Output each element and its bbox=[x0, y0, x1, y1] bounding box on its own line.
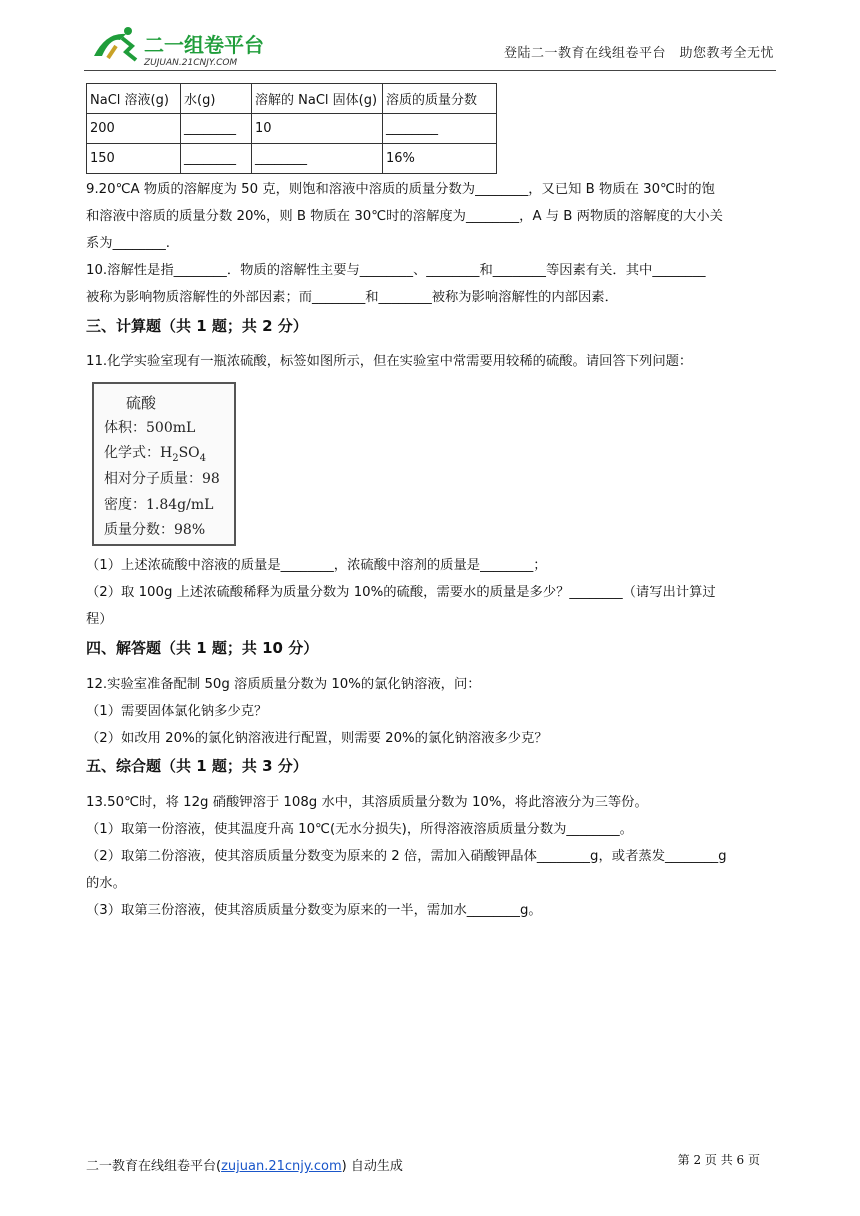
table-cell: ________ bbox=[252, 144, 383, 174]
table-row bbox=[87, 114, 497, 144]
table-cell: 10 bbox=[252, 114, 383, 144]
q13-sub2: （2）取第二份溶液，使其溶质质量分数变为原来的 2 倍，需加入硝酸钾晶体________g，或者蒸发________g bbox=[86, 849, 727, 864]
table-cell: ________ bbox=[181, 114, 252, 144]
footer-link[interactable]: zujuan.21cnjy.com bbox=[221, 1159, 342, 1174]
table-cell: ________ bbox=[383, 114, 497, 144]
section-title: 四、解答题（共 1 题；共 10 分） bbox=[86, 639, 319, 657]
q12-sub1: （1）需要固体氯化钠多少克？ bbox=[86, 704, 268, 719]
page-number: 第 2 页 共 6 页 bbox=[677, 1153, 760, 1167]
table-cell: 200 bbox=[87, 114, 181, 144]
q9-line: 和溶液中溶质的质量分数 20%，则 B 物质在 30℃时的溶解度为________，A 与 B 两物质的溶解度的大小关 bbox=[86, 209, 723, 224]
q13-sub2-cont: 的水。 bbox=[86, 876, 126, 891]
q11-sub1: （1）上述浓硫酸中溶液的质量是________，浓硫酸中溶剂的质量是________； bbox=[86, 558, 547, 573]
q10-line: 被称为影响物质溶解性的外部因素；而________和________被称为影响溶解性的内部因素． bbox=[86, 290, 618, 305]
q11-sub2: （2）取 100g 上述浓硫酸稀释为质量分数为 10%的硫酸，需要水的质量是多少？________（请写出计算过 bbox=[86, 585, 716, 600]
q12-stem: 12.实验室准备配制 50g 溶质质量分数为 10%的氯化钠溶液，问： bbox=[86, 677, 481, 692]
nacl-table bbox=[86, 83, 497, 174]
table-cell: 150 bbox=[87, 144, 181, 174]
table-header-cell: 溶解的 NaCl 固体(g) bbox=[252, 84, 383, 114]
label-volume: 体积：500mL bbox=[104, 420, 196, 436]
q13-sub1: （1）取第一份溶液，使其温度升高 10℃(无水分损失)，所得溶液溶质质量分数为________。 bbox=[86, 822, 633, 837]
q11-stem: 11.化学实验室现有一瓶浓硫酸，标签如图所示，但在实验室中常需要用较稀的硫酸。请回答下列问题： bbox=[86, 354, 693, 369]
table-cell: ________ bbox=[181, 144, 252, 174]
table-cell: 16% bbox=[383, 144, 497, 174]
logo-subtext: ZUJUAN.21CNJY.COM bbox=[144, 58, 238, 68]
q11-sub2-cont: 程） bbox=[86, 612, 113, 627]
label-formula: 化学式：$H_2SO_4$ bbox=[104, 445, 207, 464]
q13-sub3: （3）取第三份溶液，使其溶质质量分数变为原来的一半，需加水________g。 bbox=[86, 903, 542, 918]
label-title: 硫酸 bbox=[126, 394, 157, 412]
table-header-row bbox=[87, 84, 497, 114]
header-slogan: 登陆二一教育在线组卷平台 助您教考全无忧 bbox=[503, 46, 774, 61]
q9-line: 9.20℃A 物质的溶解度为 50 克，则饱和溶液中溶质的质量分数为________，又已知 B 物质在 30℃时的饱 bbox=[86, 182, 715, 197]
section-title: 三、计算题（共 1 题；共 2 分） bbox=[86, 317, 308, 335]
section-title: 五、综合题（共 1 题；共 3 分） bbox=[86, 757, 308, 775]
q9-line: 系为________. bbox=[86, 236, 171, 251]
logo-text: 二一组卷平台 bbox=[144, 33, 264, 57]
label-density: 密度：1.84g/mL bbox=[104, 497, 214, 513]
label-mass-fraction: 质量分数：98% bbox=[104, 522, 206, 538]
sulfuric-acid-label bbox=[92, 382, 236, 546]
table-row bbox=[87, 144, 497, 174]
q12-sub2: （2）如改用 20%的氯化钠溶液进行配置，则需要 20%的氯化钠溶液多少克？ bbox=[86, 731, 548, 746]
q10-line: 10.溶解性是指________．物质的溶解性主要与________、________和________等因素有关．其中________ bbox=[86, 263, 706, 278]
footer-credit: 二一教育在线组卷平台(zujuan.21cnjy.com) 自动生成 bbox=[86, 1159, 403, 1174]
label-molar-mass: 相对分子质量：98 bbox=[104, 471, 220, 487]
table-header-cell: 水(g) bbox=[181, 84, 252, 114]
site-logo bbox=[86, 22, 286, 70]
header-divider bbox=[84, 70, 776, 71]
table-header-cell: NaCl 溶液(g) bbox=[87, 84, 181, 114]
q13-stem: 13.50℃时，将 12g 硝酸钾溶于 108g 水中，其溶质质量分数为 10%，将此溶液分为三等份。 bbox=[86, 795, 648, 810]
table-header-cell: 溶质的质量分数 bbox=[383, 84, 497, 114]
